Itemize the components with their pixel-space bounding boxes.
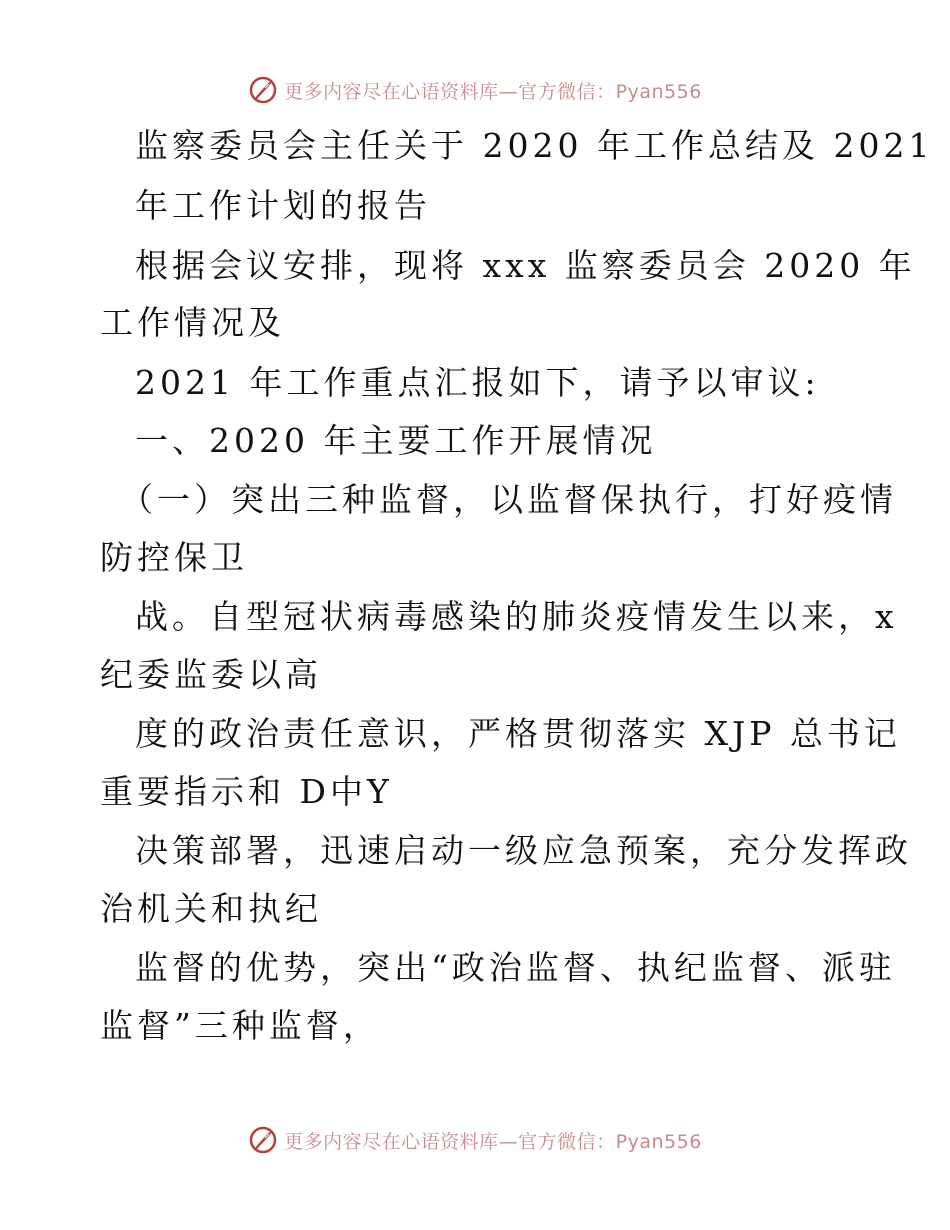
watermark-text: 更多内容尽在心语资料库—官方微信：Pyan556 xyxy=(284,1130,702,1153)
paragraph-line: 决策部署，迅速启动一级应急预案，充分发挥政 xyxy=(135,831,912,870)
quill-pen-logo-icon xyxy=(248,1125,278,1155)
paragraph-line: 防控保卫 xyxy=(100,538,248,577)
paragraph-line: 根据会议安排，现将 xxx 监察委员会 2020 年 xyxy=(135,246,916,285)
bottom-watermark-banner xyxy=(0,1120,950,1160)
watermark-text: 更多内容尽在心语资料库—官方微信：Pyan556 xyxy=(284,80,702,103)
paragraph-line: 重要指示和 D中Y xyxy=(100,772,393,811)
paragraph-line: 监督”三种监督， xyxy=(100,1006,380,1045)
paragraph-line: 治机关和执纪 xyxy=(100,889,322,928)
paragraph-line: 监督的优势，突出“政治监督、执纪监督、派驻 xyxy=(135,948,896,987)
paragraph-line: 度的政治责任意识，严格贯彻落实 XJP 总书记 xyxy=(135,714,901,753)
paragraph-line: 2021 年工作重点汇报如下，请予以审议: xyxy=(135,363,820,402)
section-heading: 一、2020 年主要工作开展情况 xyxy=(135,421,657,460)
paragraph-line: 战。自型冠状病毒感染的肺炎疫情发生以来，x xyxy=(135,597,898,636)
title-line-1: 监察委员会主任关于 2020 年工作总结及 2021 xyxy=(135,126,934,165)
paragraph-line: 纪委监委以高 xyxy=(100,655,322,694)
subsection-heading: （一）突出三种监督，以监督保执行，打好疫情 xyxy=(120,480,897,519)
paragraph-line: 工作情况及 xyxy=(100,303,285,342)
title-line-2: 年工作计划的报告 xyxy=(135,186,431,225)
